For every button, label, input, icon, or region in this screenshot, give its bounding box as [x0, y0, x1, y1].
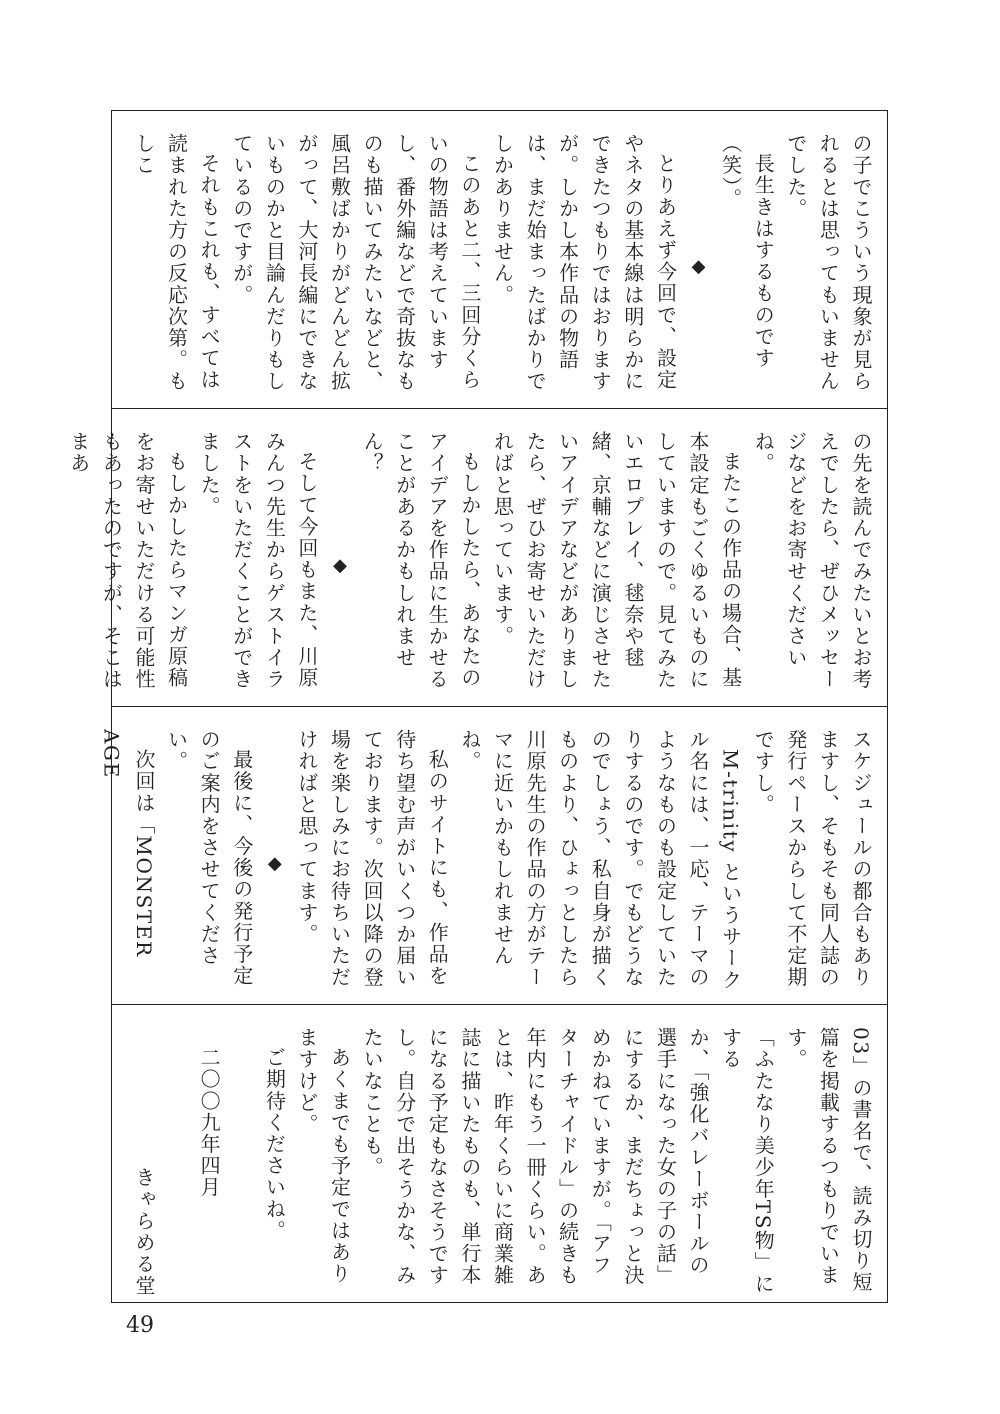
- paragraph: もしかしたらマンガ原稿をお寄せいただける可能性もあったのですが、そこはまあ: [66, 431, 189, 691]
- date-line: 二〇〇九年四月: [197, 1047, 222, 1199]
- section-divider-diamond: ◆: [688, 256, 710, 279]
- article-frame: [66, 110, 888, 1303]
- text-tier-3: [99, 706, 887, 1005]
- vertical-text-column: [126, 1027, 877, 1297]
- blank-line: [225, 1027, 258, 1297]
- vertical-text-column: [126, 133, 877, 402]
- paragraph: またこの作品の場合、基本設定もごくゆるいものにしていますので。見てみたいエロプレイ、毬奈や毬緒、京輔などに演じさせたいアイデアなどがありましたら、ぜひお寄せいただければと思っています。: [490, 431, 743, 691]
- paragraph: このあと二、三回分くらいの物語は考えていますし、番外編などで奇抜なものも描いてみたいなどと、風呂敷ばかりがどんどん拡がって、大河長編にできないものかと目論んだりもしているのですが。: [229, 133, 482, 393]
- section-divider-diamond: ◆: [264, 852, 286, 876]
- paragraph: 「ふたなり美少年TS物」にする: [718, 1027, 776, 1295]
- paragraph: もしかしたら、あなたのアイデアを作品に生かせることがあるかもしれません？: [360, 431, 482, 691]
- paragraph: 私のサイトにも、作品を待ち望む声がいくつか届いております。次回以降の登場を楽しみにお待ちいただければと思ってます。: [294, 729, 450, 989]
- section-divider-diamond: ◆: [329, 554, 351, 578]
- paragraph: 次回は「MONSTER AGE: [99, 729, 156, 958]
- text-tier-4: [112, 1004, 887, 1303]
- paragraph: M-trinity というサークル名には、一応、テーマのようなものも設定していたりするのです。でもどうなのでしょう、私自身が描くものより、ひょっとしたら川原先生の作品の方がテーマに近いかもしれませんね。: [457, 729, 743, 991]
- vertical-text-column: [99, 729, 877, 999]
- text-tier-1: [112, 111, 887, 408]
- paragraph: あくまでも予定ではありますけど。: [294, 1027, 352, 1285]
- author-signature: きゃらめる堂: [131, 1167, 156, 1297]
- text-tier-2: [66, 408, 887, 707]
- paragraph: 03」の書名で、読み切り短篇を掲載するつもりでいます。: [783, 1027, 873, 1294]
- paragraph: か、「強化バレーボールの選手になった女の子の話」にするか、まだちょっと決めかねていますが。「アフターチャイドル」の続きも年内にもう一冊くらい。あとは、昨年くらいに商業雑誌に描いたものも、単行本になる予定もなさそうですし。自分で出そうかな、みたいなことも。: [360, 1027, 711, 1287]
- blank-line: [160, 1027, 193, 1297]
- paragraph: の先を読んでみたいとお考えでしたら、ぜひメッセージなどをお寄せくださいね。: [751, 431, 873, 691]
- paragraph: とりあえず今回で、設定やネタの基本線は明らかにできたつもりではおりますが。しかし本作品の物語は、まだ始まったばかりでしかありません。: [490, 133, 678, 393]
- paragraph: ご期待くださいね。: [262, 1047, 287, 1242]
- paragraph: 最後に、今後の発行予定のご案内をさせてください。: [164, 729, 254, 987]
- page-number: 49: [126, 1313, 154, 1338]
- paragraph: の子でこういう現象が見られるとは思ってもいませんでした。: [783, 133, 873, 393]
- paragraph: それもこれも、すべては読まれた方の反応次第。もしこ: [131, 133, 222, 393]
- paragraph: スケジュールの都合もありますし、そもそも同人誌の発行ペースからして不定期ですし。: [751, 729, 873, 989]
- paragraph: そして今回もまた、川原みんつ先生からゲストイラストをいただくことができました。: [197, 431, 319, 691]
- vertical-text-column: [66, 431, 877, 701]
- paragraph: 長生きはするものです（笑）。: [718, 133, 776, 369]
